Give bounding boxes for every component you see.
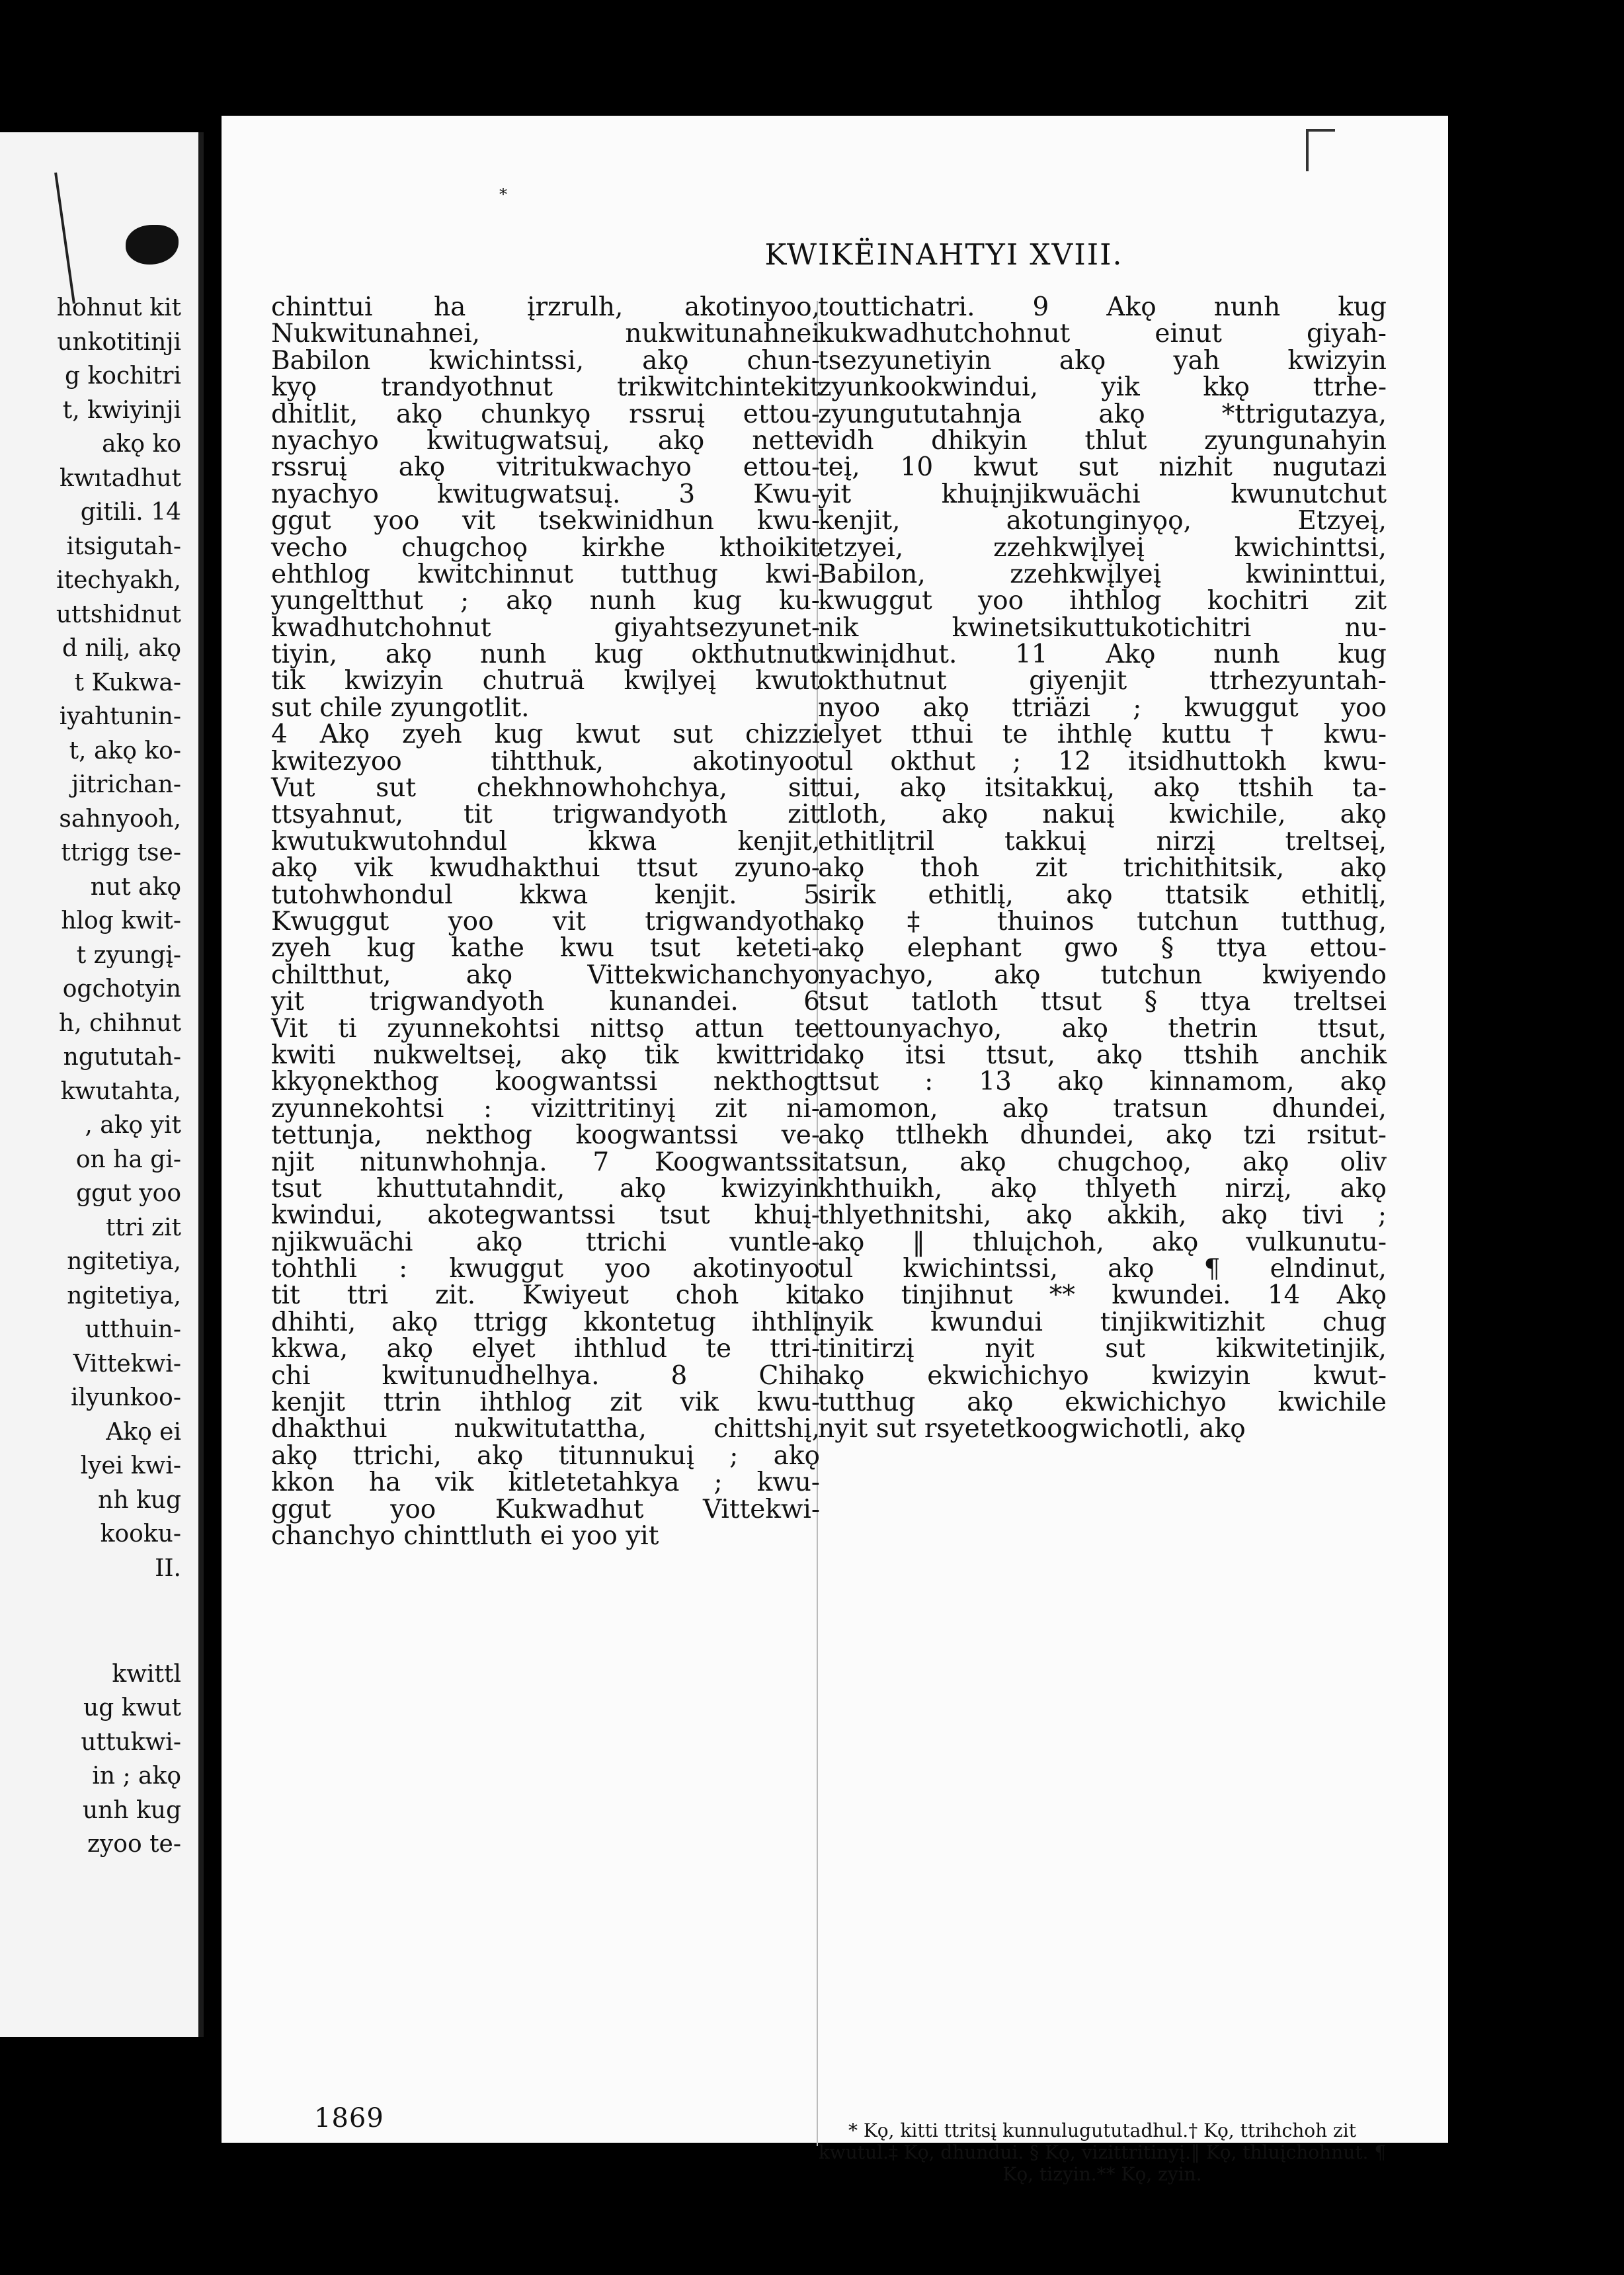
left-page-line: ogchotyin bbox=[62, 975, 181, 1003]
text-line: etzyei, zzehkwįlyeį kwichinttsi, bbox=[818, 532, 1387, 563]
text-line: nyachyo, akǫ tutchun kwiyendo bbox=[818, 960, 1387, 990]
left-page-line: unh kug bbox=[82, 1796, 181, 1824]
text-line: tul kwichintssi, akǫ ¶ elndinut, bbox=[818, 1254, 1387, 1284]
scratch-mark bbox=[54, 173, 75, 304]
left-page-line: hlog kwit- bbox=[61, 907, 181, 934]
text-line: ttsyahnut, tit trigwandyoth zit bbox=[271, 800, 820, 830]
left-page-line: ngitetiya, bbox=[67, 1248, 181, 1275]
text-line: thlyethnitshi, akǫ akkih, akǫ tivi ; bbox=[818, 1200, 1387, 1231]
footnotes bbox=[818, 2120, 1387, 2185]
left-page-line: t, akǫ ko- bbox=[69, 737, 181, 765]
left-page-line: akǫ ko bbox=[102, 431, 181, 458]
text-line: Vut sut chekhnowhohchya, sit bbox=[271, 773, 820, 804]
footnote: ‡ Kǫ, dhundui. § Kǫ, vizittritinyį. bbox=[888, 2141, 1191, 2163]
left-page-line: jitrichan- bbox=[71, 771, 181, 798]
text-line: chi kwitunudhelhya. 8 Chih bbox=[271, 1360, 820, 1391]
text-line: dhihti, akǫ ttrigg kkontetug ihthlį bbox=[271, 1307, 820, 1337]
text-line: akǫ ‡ thuinos tutchun tutthug, bbox=[818, 906, 1387, 936]
text-line: tsezyunetiyin akǫ yah kwizyin bbox=[818, 345, 1387, 376]
text-line: Kwuggut yoo vit trigwandyoth bbox=[271, 906, 820, 936]
text-line: Babilon, zzehkwįlyeį kwininttui, bbox=[818, 559, 1387, 589]
text-line: tui, akǫ itsitakkuį, akǫ ttshih ta- bbox=[818, 773, 1387, 804]
left-page-line: zyoo te- bbox=[87, 1831, 181, 1858]
left-page-line: hohnut kit bbox=[56, 294, 181, 321]
left-page-text bbox=[0, 291, 181, 1862]
left-page-line: itechyakh, bbox=[56, 567, 181, 594]
text-line: ehthlog kwitchinnut tutthug kwi- bbox=[271, 559, 820, 589]
left-column bbox=[271, 294, 820, 1550]
text-line: akǫ ttlhekh dhundei, akǫ tzi rsitut- bbox=[818, 1120, 1387, 1151]
left-page-line: ggut yoo bbox=[76, 1180, 181, 1207]
text-line: akǫ vik kwudhakthui ttsut zyuno- bbox=[271, 853, 820, 884]
left-page-line: g kochitri bbox=[64, 362, 181, 390]
footnote: ** Kǫ, zyin. bbox=[1096, 2163, 1202, 2185]
text-line: tutthug akǫ ekwichichyo kwichile bbox=[818, 1387, 1387, 1418]
text-line: tutohwhondul kkwa kenjit. 5 bbox=[271, 880, 820, 910]
right-column bbox=[818, 294, 1387, 1443]
main-page bbox=[222, 116, 1448, 2185]
left-page-line: in ; akǫ bbox=[92, 1762, 181, 1790]
left-page-line: t Kukwa- bbox=[74, 669, 181, 696]
footnote: * Kǫ, kitti ttritsį kunnulugututadhul. bbox=[848, 2120, 1189, 2141]
left-page-line: kwutahta, bbox=[60, 1077, 181, 1105]
left-page-line: itsigutah- bbox=[66, 532, 181, 560]
text-line: okthutnut giyenjit ttrhezyuntah- bbox=[818, 666, 1387, 696]
left-page-line: iyahtunin- bbox=[59, 703, 181, 730]
left-page-line: nh kug bbox=[98, 1486, 181, 1514]
text-line: ttsut : 13 akǫ kinnamom, akǫ bbox=[818, 1067, 1387, 1097]
text-line: zyungututahnja akǫ *ttrigutazya, bbox=[818, 399, 1387, 429]
left-page-line: sahnyooh, bbox=[59, 805, 181, 833]
left-page-line: gitili. 14 bbox=[80, 499, 181, 526]
text-line: tsut tatloth ttsut § ttya treltsei bbox=[818, 987, 1387, 1017]
text-line: tit ttri zit. Kwiyeut choh kit bbox=[271, 1280, 820, 1311]
left-page-line: unkotitinji bbox=[57, 328, 181, 356]
text-line: yit khuįnjikwuächi kwunutchut bbox=[818, 479, 1387, 509]
left-page-line: t, kwiyinji bbox=[62, 396, 181, 424]
footnote: † Kǫ, ttrihchoh zit kwutul. bbox=[818, 2120, 1357, 2163]
left-page-line: utthuin- bbox=[85, 1316, 181, 1343]
text-line: ako tinjihnut ** kwundei. 14 Akǫ bbox=[818, 1280, 1387, 1311]
text-line: njit nitunwhohnja. 7 Koogwantssi bbox=[271, 1147, 820, 1177]
text-line: amomon, akǫ tratsun dhundei, bbox=[818, 1093, 1387, 1124]
text-line: yit trigwandyoth kunandei. 6 bbox=[271, 987, 820, 1017]
text-line: tul okthut ; 12 itsidhuttokh kwu- bbox=[818, 746, 1387, 776]
text-line: elyet tthui te ihthlę kuttu † kwu- bbox=[818, 720, 1387, 750]
text-line: zyunkookwindui, yik kkǫ ttrhe- bbox=[818, 372, 1387, 403]
text-line: ethitlįtril takkuį nirzį treltseį, bbox=[818, 826, 1387, 856]
text-line: vecho chugchoǫ kirkhe kthoikit bbox=[271, 532, 820, 563]
text-line: kwadhutchohnut giyahtsezyunet- bbox=[271, 612, 820, 643]
small-mark: * bbox=[499, 185, 507, 204]
left-page-line: nut akǫ bbox=[90, 873, 181, 901]
text-line: zyeh kug kathe kwu tsut keteti- bbox=[271, 933, 820, 964]
text-line: kkwa, akǫ elyet ihthlud te ttri- bbox=[271, 1334, 820, 1364]
text-line: kwuggut yoo ihthlog kochitri zit bbox=[818, 586, 1387, 616]
text-line: kyǫ trandyothnut trikwitchintekit bbox=[271, 372, 820, 403]
text-line: Nukwitunahnei, nukwitunahnei bbox=[271, 319, 820, 349]
text-line: ettounyachyo, akǫ thetrin ttsut, bbox=[818, 1013, 1387, 1044]
text-line: kwindui, akotegwantssi tsut khuį- bbox=[271, 1200, 820, 1231]
text-line: nyachyo kwitugwatsuį, akǫ nette bbox=[271, 425, 820, 456]
left-page-line: t zyungį- bbox=[76, 941, 181, 969]
left-page-fragment bbox=[0, 132, 204, 2037]
left-page-line: ngututah- bbox=[63, 1044, 181, 1071]
text-line: zyunnekohtsi : vizittritinyį zit ni- bbox=[271, 1093, 820, 1124]
left-page-line: ngitetiya, bbox=[67, 1282, 181, 1309]
ink-blot bbox=[126, 225, 179, 265]
text-line: chinttui ha įrzrulh, akotinyoo, bbox=[271, 292, 820, 322]
text-line: kenjit, akotunginyǫǫ, Etzyeį, bbox=[818, 506, 1387, 536]
page-header bbox=[222, 238, 1448, 272]
text-line: dhakthui nukwitutattha, chittshį, bbox=[271, 1414, 820, 1444]
left-page-line: ilyunkoo- bbox=[70, 1384, 181, 1411]
text-line: nyik kwundui tinjikwitizhit chug bbox=[818, 1307, 1387, 1337]
text-line: teį, 10 kwut sut nizhit nugutazi bbox=[818, 452, 1387, 483]
footnote: ‖ Kǫ, thluįchohnut. ¶ Kǫ, tizyin. bbox=[1002, 2141, 1387, 2185]
left-page-line: ug kwut bbox=[83, 1694, 181, 1721]
left-page-line: kooku- bbox=[100, 1520, 181, 1548]
text-line: kkon ha vik kitletetahkya ; kwu- bbox=[271, 1468, 820, 1498]
text-line: nyachyo kwitugwatsuį. 3 Kwu- bbox=[271, 479, 820, 509]
text-line: chiltthut, akǫ Vittekwichanchyo bbox=[271, 960, 820, 990]
text-line: njikwuächi akǫ ttrichi vuntle- bbox=[271, 1227, 820, 1257]
text-line: ggut yoo vit tsekwinidhun kwu- bbox=[271, 506, 820, 536]
text-line: vidh dhikyin thlut zyungunahyin bbox=[818, 425, 1387, 456]
text-line: nyit sut rsyetetkoogwichotli, akǫ bbox=[818, 1414, 1246, 1444]
text-line: nyoo akǫ ttriäzi ; kwuggut yoo bbox=[818, 692, 1387, 723]
text-line: tatsun, akǫ chugchoǫ, akǫ oliv bbox=[818, 1147, 1387, 1177]
text-line: tsut khuttutahndit, akǫ kwizyin bbox=[271, 1173, 820, 1204]
text-line: kenjit ttrin ihthlog zit vik kwu- bbox=[271, 1387, 820, 1418]
text-line: akǫ ttrichi, akǫ titunnukuį ; akǫ bbox=[271, 1440, 820, 1471]
text-line: tinitirzį nyit sut kikwitetinjik, bbox=[818, 1334, 1387, 1364]
text-line: tiyin, akǫ nunh kug okthutnut bbox=[271, 640, 820, 670]
text-line: chanchyo chinttluth ei yoo yit bbox=[271, 1520, 659, 1551]
left-page-line: uttukwi- bbox=[81, 1728, 181, 1756]
text-line: akǫ thoh zit trichithitsik, akǫ bbox=[818, 853, 1387, 884]
text-line: akǫ ‖ thluįchoh, akǫ vulkunutu- bbox=[818, 1227, 1387, 1257]
text-line: sut chile zyungotlit. bbox=[271, 692, 530, 723]
left-page-line: kwittl bbox=[112, 1660, 181, 1688]
left-page-line: , akǫ yit bbox=[85, 1112, 181, 1139]
text-line: 4 Akǫ zyeh kug kwut sut chizzi bbox=[271, 720, 820, 750]
text-line: kwinįdhut. 11 Akǫ nunh kug bbox=[818, 640, 1387, 670]
left-page-line: lyei kwi- bbox=[80, 1452, 181, 1479]
signature-mark: 1869 bbox=[314, 2103, 384, 2133]
text-line: kwiti nukweltseį, akǫ tik kwittrid bbox=[271, 1040, 820, 1070]
left-page-line: uttshidnut bbox=[56, 600, 181, 628]
page-title: KWIKËINAHTYI XVIII. bbox=[764, 238, 1123, 272]
text-line: rssruį akǫ vitritukwachyo ettou- bbox=[271, 452, 820, 483]
left-page-line: Akǫ ei bbox=[106, 1418, 181, 1446]
text-line: Babilon kwichintssi, akǫ chun- bbox=[271, 345, 820, 376]
corner-mark bbox=[1306, 129, 1335, 171]
text-line: touttichatri. 9 Akǫ nunh kug bbox=[818, 292, 1387, 322]
text-line: tettunja, nekthog koogwantssi ve- bbox=[271, 1120, 820, 1151]
text-line: kkyǫnekthog koogwantssi nekthog bbox=[271, 1067, 820, 1097]
text-line: akǫ ekwichichyo kwizyin kwut- bbox=[818, 1360, 1387, 1391]
text-line: sirik ethitlį, akǫ ttatsik ethitlį, bbox=[818, 880, 1387, 910]
text-line: yungeltthut ; akǫ nunh kug ku- bbox=[271, 586, 820, 616]
left-page-line: Vittekwi- bbox=[73, 1350, 181, 1378]
left-page-line: ttri zit bbox=[105, 1214, 181, 1241]
left-page-line: d nilį, akǫ bbox=[61, 635, 181, 662]
text-line: khthuikh, akǫ thlyeth nirzį, akǫ bbox=[818, 1173, 1387, 1204]
text-line: ggut yoo Kukwadhut Vittekwi- bbox=[271, 1494, 820, 1524]
text-line: kukwadhutchohnut einut giyah- bbox=[818, 319, 1387, 349]
text-line: Vit ti zyunnekohtsi nittsǫ attun te bbox=[271, 1013, 820, 1044]
left-page-line: ttrigg tse- bbox=[61, 839, 181, 866]
text-line: akǫ itsi ttsut, akǫ ttshih anchik bbox=[818, 1040, 1387, 1070]
left-page-line: h, chihnut bbox=[59, 1009, 181, 1037]
text-line: tik kwizyin chutruä kwįlyeį kwut bbox=[271, 666, 820, 696]
text-line: kwutukwutohndul kkwa kenjit, bbox=[271, 826, 820, 856]
text-line: nik kwinetsikuttukotichitri nu- bbox=[818, 612, 1387, 643]
text-line: tloth, akǫ nakuį kwichile, akǫ bbox=[818, 800, 1387, 830]
text-line: akǫ elephant gwo § ttya ettou- bbox=[818, 933, 1387, 964]
text-line: tohthli : kwuggut yoo akotinyoo bbox=[271, 1254, 820, 1284]
left-page-line: II. bbox=[155, 1554, 181, 1582]
text-line: kwitezyoo tihtthuk, akotinyoo bbox=[271, 746, 820, 776]
left-page-line: kwıtadhut bbox=[60, 464, 181, 492]
left-page-line: on ha gi- bbox=[75, 1145, 181, 1173]
text-line: dhitlit, akǫ chunkyǫ rssruį ettou- bbox=[271, 399, 820, 429]
